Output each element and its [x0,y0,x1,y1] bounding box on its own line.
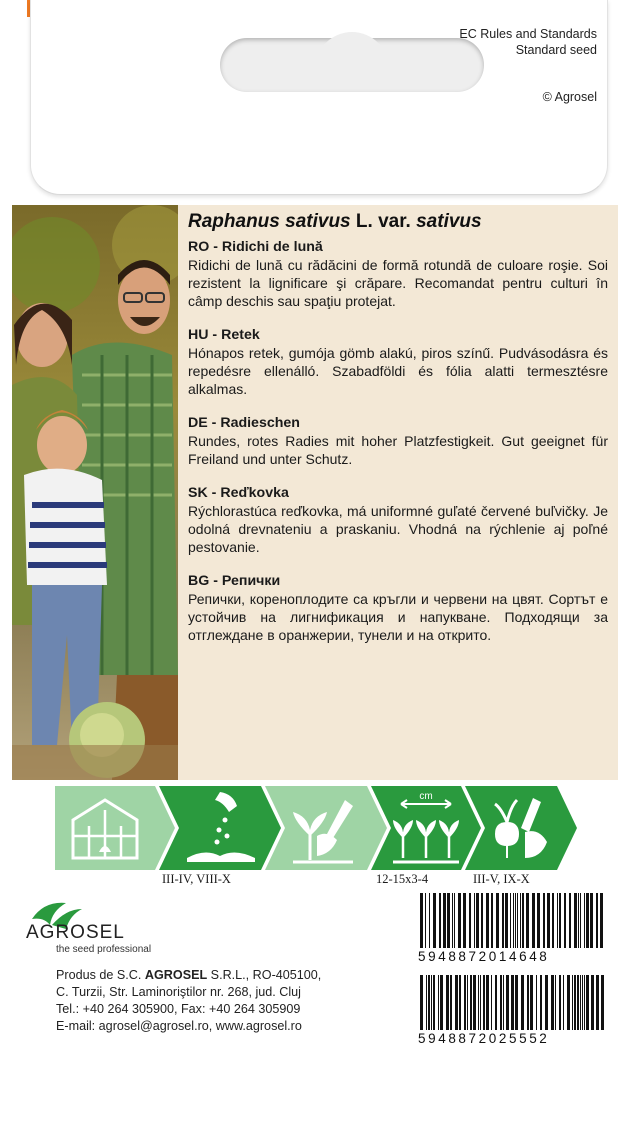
company-name: AGROSEL [144,968,208,982]
address-prefix: Produs de S.C. [56,968,145,982]
logo-wordmark: AGROSEL [26,922,125,943]
barcode-bar [464,975,466,1030]
barcode-bar [426,975,427,1030]
address-line-4: E-mail: agrosel@agrosel.ro, www.agrosel.ro [56,1019,302,1033]
barcode-bar [463,893,466,948]
cultivation-icons [55,786,577,870]
section-body: Rýchlorastúca reďkovka, má uniformné guľaté červené buľvičky. Je odolná drevnateniu a praskaniu. Vhodná na rýchlenie aj poľné pestovanie. [188,503,608,555]
barcode-bar [515,893,516,948]
barcode-bar [510,893,511,948]
caption-harvest: III-V, IX-X [473,872,530,886]
section-body: Ridichi de lună cu rădăcini de formă rotundă de culoare roşie. Soi rezistent la lignificare şi crăpare. Recomandat pentru culturi în câmp deschis sau spaţiu protejat. [188,257,608,309]
section-body: Hónapos retek, gumója gömb alakú, piros színű. Pudvásodásra és repedésre ellenálló. Szabadföldi és fólia alatti termesztésre alkalmas. [188,345,608,397]
barcode-bar [590,893,593,948]
barcode-bar [540,975,542,1030]
address-line-3: Tel.: +40 264 305900, Fax: +40 264 305909 [56,1002,301,1016]
description-box [178,205,618,780]
standards-text [459,26,597,58]
barcode-bar [586,975,589,1030]
barcode-bar [563,975,564,1030]
barcode-bar [455,975,458,1030]
barcode-bar [569,893,571,948]
barcode-bar [522,893,524,948]
barcode-bar [443,893,446,948]
barcode-bar [469,893,471,948]
barcode-bar [552,893,554,948]
section-title: HU - Retek [188,327,260,343]
barcode-bar [506,975,509,1030]
main-panel [12,205,618,780]
barcode-1 [418,893,608,964]
barcode-bar [491,893,493,948]
barcode-bar [429,893,430,948]
barcode-bar [496,893,499,948]
barcode-bar [480,975,481,1030]
barcode-bar [584,975,585,1030]
section-title: SK - Reďkovka [188,485,289,501]
address-line-2: C. Turzii, Str. Laminoriştilor nr. 268, jud. Cluj [56,985,301,999]
barcode-bar [500,975,502,1030]
barcode-bar [559,975,561,1030]
section-bg [188,572,608,644]
section-sk [188,484,608,556]
barcode-bar [572,975,573,1030]
barcode-2 [418,975,608,1046]
barcode-bar [526,893,529,948]
barcode-bar [478,975,479,1030]
barcode-bar [503,975,504,1030]
section-body: Rundes, rotes Radies mit hoher Platzfestigkeit. Gut geeignet für Freiland und unter Schutz. [188,433,608,467]
barcode-bar [580,893,581,948]
section-title: BG - Репички [188,573,281,589]
barcode-bar [481,893,483,948]
barcode-bar [440,975,443,1030]
barcode-bar [486,893,489,948]
barcode-bar [537,893,540,948]
barcode-bar [467,975,468,1030]
barcode-bar [551,975,554,1030]
standards-line-1: EC Rules and Standards [459,27,597,41]
copyright: © Agrosel [542,90,597,104]
barcode-bar [555,975,556,1030]
barcode-bar [557,893,558,948]
harvest-icon [465,786,577,870]
barcode-bar [505,893,508,948]
barcode-bar [431,975,432,1030]
section-title: RO - Ridichi de lună [188,239,323,255]
greenhouse-icon [55,786,175,870]
barcode-bar [425,893,426,948]
barcode-bar [564,893,566,948]
latin-species: sativus [285,211,351,232]
latin-genus: Raphanus [188,211,280,232]
family-photo [12,205,178,780]
hang-hole [220,38,484,92]
barcode-bar [547,893,550,948]
caption-spacing: 12-15x3-4 [376,872,429,886]
company-address [56,967,321,1035]
barcode-bar [582,975,583,1030]
barcode-bars [418,975,608,1030]
barcode-bar [527,975,529,1030]
barcode-bar [458,893,461,948]
barcode-bar [433,975,435,1030]
barcode-digits: 5948872025552 [418,1031,550,1046]
barcode-bar [438,975,439,1030]
barcode-bar [530,975,533,1030]
address-suffix: S.R.L., RO-405100, [207,968,322,982]
barcode-bar [567,975,570,1030]
section-hu [188,326,608,398]
barcode-bar [578,893,579,948]
barcode-bar [446,975,449,1030]
barcode-bar [420,975,423,1030]
latin-author: L. var. [355,211,411,232]
barcode-bar [428,975,430,1030]
address-line-1 [56,967,321,984]
barcode-bar [433,893,436,948]
barcode-bar [591,975,594,1030]
barcode-bar [450,975,452,1030]
standards-line-2: Standard seed [515,43,597,57]
barcode-bar [473,975,476,1030]
section-ro [188,238,608,310]
barcode-bar [420,893,423,948]
sowing-icon [159,786,281,870]
barcode-bar [452,893,453,948]
barcode-bar [447,893,450,948]
barcode-bar [586,893,589,948]
barcode-bar [495,975,497,1030]
section-title: DE - Radieschen [188,415,300,431]
barcode-bar [439,893,441,948]
barcode-bar [520,893,521,948]
barcode-bar [596,893,598,948]
spacing-unit: cm [419,791,433,802]
section-body: Репички, кореноплодите са кръгли и червени на цвят. Сортът е устойчив на лигнификация и напукване. Подходящи за отглеждане в оранжерии, тунели и на открито. [188,591,608,643]
barcode-bars [418,893,608,948]
barcode-bar [600,893,603,948]
barcode-bar [580,975,581,1030]
barcode-digits: 5948872014648 [418,949,550,964]
barcode-bar [574,975,576,1030]
barcode-bar [601,975,604,1030]
barcode-bar [521,975,524,1030]
section-de [188,414,608,468]
barcode-bar [474,893,475,948]
barcode-bar [536,975,537,1030]
barcode-bar [574,893,577,948]
latin-variety: sativus [416,211,482,232]
logo-tagline: the seed professional [56,944,152,955]
caption-sowing: III-IV, VIII-X [162,872,231,886]
barcode-bar [511,975,514,1030]
barcode-bar [517,893,518,948]
barcode-bar [502,893,504,948]
seedling-trowel-icon [265,786,387,870]
barcode-bar [596,975,599,1030]
barcode-bar [532,893,535,948]
barcode-bar [543,893,545,948]
barcode-bar [476,893,479,948]
barcode-bar [486,975,489,1030]
barcode-bar [515,975,518,1030]
barcode-bar [483,975,485,1030]
barcode-bar [491,975,492,1030]
latin-name [188,211,608,233]
barcode-bar [559,893,561,948]
barcode-bar [454,893,455,948]
barcode-bar [470,975,472,1030]
barcode-bar [545,975,548,1030]
barcode-bar [513,893,514,948]
barcode-bar [459,975,461,1030]
barcode-bar [584,893,585,948]
barcode-bar [577,975,579,1030]
